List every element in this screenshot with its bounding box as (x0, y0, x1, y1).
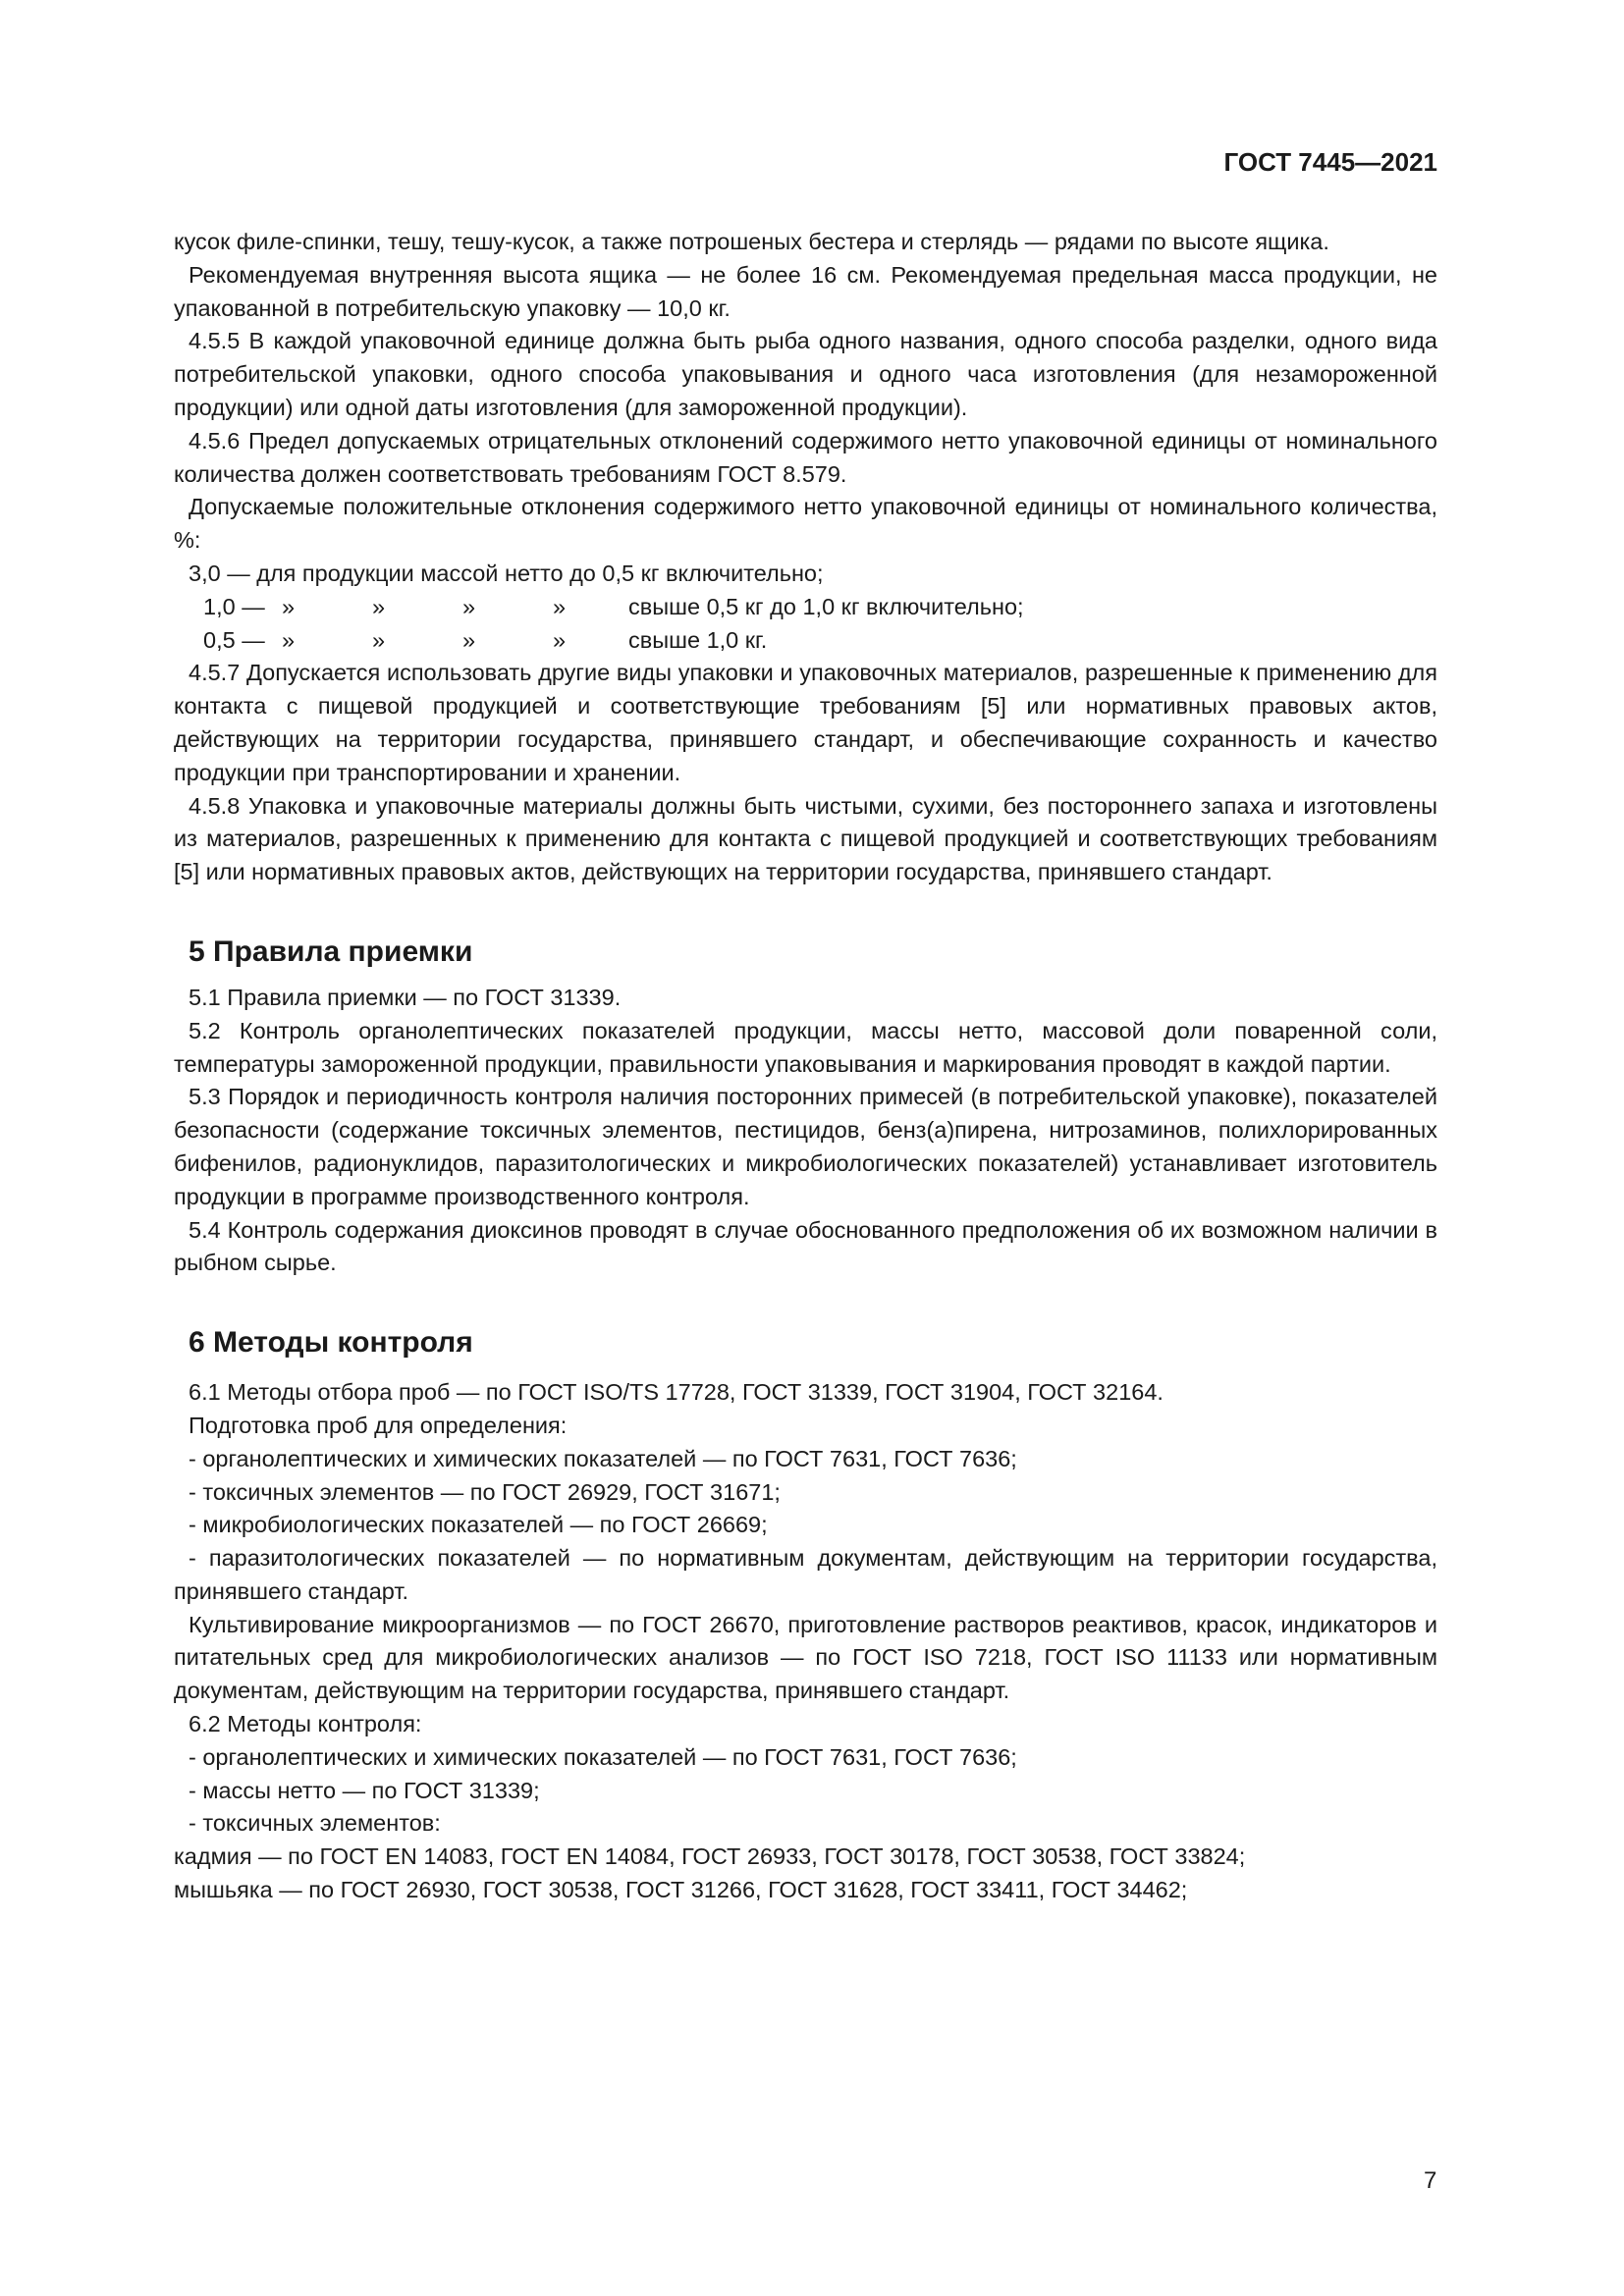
list-item: - токсичных элементов — по ГОСТ 26929, ГОСТ 31671; (189, 1478, 781, 1505)
paragraph: 4.5.5 В каждой упаковочной единице должна быть рыба одного названия, одного способа разделки, одного вида потребительской упаковки, одного способа упаковывания и одного часа изготовления (для незамороженной продукции) или одной даты изготовления (для замороженной продукции). (174, 328, 1437, 420)
ditto-mark: » (462, 626, 476, 653)
list-item: - массы нетто — по ГОСТ 31339; (189, 1777, 540, 1803)
paragraph: 5.2 Контроль органолептических показателей продукции, массы нетто, массовой доли поваренной соли, температуры замороженной продукции, правильности упаковывания и маркирования проводят в каждой партии. (174, 1017, 1437, 1077)
paragraph: кадмия — по ГОСТ EN 14083, ГОСТ EN 14084, ГОСТ 26933, ГОСТ 30178, ГОСТ 30538, ГОСТ 33824; (174, 1843, 1246, 1870)
list-item: - органолептических и химических показателей — по ГОСТ 7631, ГОСТ 7636; (189, 1445, 1017, 1471)
deviation-row (174, 558, 1437, 591)
list-item: - органолептических и химических показателей — по ГОСТ 7631, ГОСТ 7636; (189, 1743, 1017, 1770)
paragraph: 5.3 Порядок и периодичность контроля наличия посторонних примесей (в потребительской упаковке), показателей безопасности (содержание токсичных элементов, пестицидов, бенз(а)пирена, нитрозаминов, полихлорированных бифенилов, радионуклидов, паразитологических и микробиологических показателей) устанавливает изготовитель продукции в программе производственного контроля. (174, 1084, 1437, 1209)
list-item: - микробиологических показателей — по ГОСТ 26669; (189, 1512, 768, 1538)
deviation-value: 1,0 — (203, 593, 265, 619)
ditto-mark: » (282, 626, 296, 653)
deviation-text: свыше 0,5 кг до 1,0 кг включительно; (628, 593, 1024, 619)
paragraph: Подготовка проб для определения: (189, 1412, 568, 1438)
ditto-mark: » (372, 626, 386, 653)
paragraph: кусок филе-спинки, тешу, тешу-кусок, а также потрошеных бестера и стерлядь — рядами по высоте ящика. (174, 229, 1329, 254)
deviation-text: для продукции массой нетто до 0,5 кг включительно; (256, 560, 824, 586)
deviation-text: свыше 1,0 кг. (628, 626, 768, 653)
page-number: 7 (1424, 2167, 1437, 2194)
section-heading: 6 Методы контроля (189, 1326, 473, 1360)
list-item: - токсичных элементов: (189, 1810, 441, 1837)
paragraph: 5.4 Контроль содержания диоксинов проводят в случае обоснованного предположения об их возможном наличии в рыбном сырье. (174, 1216, 1437, 1276)
ditto-mark: » (462, 593, 476, 619)
paragraph: 6.1 Методы отбора проб — по ГОСТ ISO/TS 17728, ГОСТ 31339, ГОСТ 31904, ГОСТ 32164. (189, 1379, 1164, 1406)
deviation-value: 0,5 — (203, 626, 265, 653)
list-item: - паразитологических показателей — по нормативным документам, действующим на территории государства, принявшего стандарт. (174, 1545, 1437, 1604)
deviation-row (174, 591, 1437, 624)
section-heading: 5 Правила приемки (189, 934, 473, 968)
deviation-value: 3,0 — (189, 560, 250, 586)
document-header: ГОСТ 7445—2021 (1223, 147, 1437, 177)
ditto-mark: » (372, 593, 386, 619)
ditto-mark: » (282, 593, 296, 619)
deviation-row (174, 624, 1437, 658)
ditto-mark: » (553, 626, 567, 653)
paragraph: Рекомендуемая внутренняя высота ящика — не более 16 см. Рекомендуемая предельная масса продукции, не упакованной в потребительскую упаковку — 10,0 кг. (174, 261, 1437, 321)
paragraph: 4.5.6 Предел допускаемых отрицательных отклонений содержимого нетто упаковочной единицы от номинального количества должен соответствовать требованиям ГОСТ 8.579. (174, 427, 1437, 487)
ditto-mark: » (553, 593, 567, 619)
paragraph: Культивирование микроорганизмов — по ГОСТ 26670, приготовление растворов реактивов, красок, индикаторов и питательных сред для микробиологических анализов — по ГОСТ ISO 7218, ГОСТ ISO 11133 или нормативным документам, действующим на территории государства, принявшего стандарт. (174, 1611, 1437, 1704)
paragraph: Допускаемые положительные отклонения содержимого нетто упаковочной единицы от номинального количества, %: (174, 494, 1437, 554)
paragraph: 4.5.7 Допускается использовать другие виды упаковки и упаковочных материалов, разрешенные к применению для контакта с пищевой продукцией и соответствующие требованиям [5] или нормативных правовых актов, действующих на территории государства, принявшего стандарт, и обеспечивающие сохранность и качество продукции при транспортировании и хранении. (174, 660, 1437, 785)
document-body (174, 226, 1437, 1907)
paragraph: 6.2 Методы контроля: (189, 1711, 422, 1737)
paragraph: мышьяка — по ГОСТ 26930, ГОСТ 30538, ГОСТ 31266, ГОСТ 31628, ГОСТ 33411, ГОСТ 34462; (174, 1877, 1188, 1903)
paragraph: 4.5.8 Упаковка и упаковочные материалы должны быть чистыми, сухими, без постороннего запаха и изготовлены из материалов, разрешенных к применению для контакта с пищевой продукцией и соответствующих требованиям [5] или нормативных правовых актов, действующих на территории государства, принявшего стандарт. (174, 792, 1437, 885)
paragraph: 5.1 Правила приемки — по ГОСТ 31339. (189, 984, 622, 1010)
